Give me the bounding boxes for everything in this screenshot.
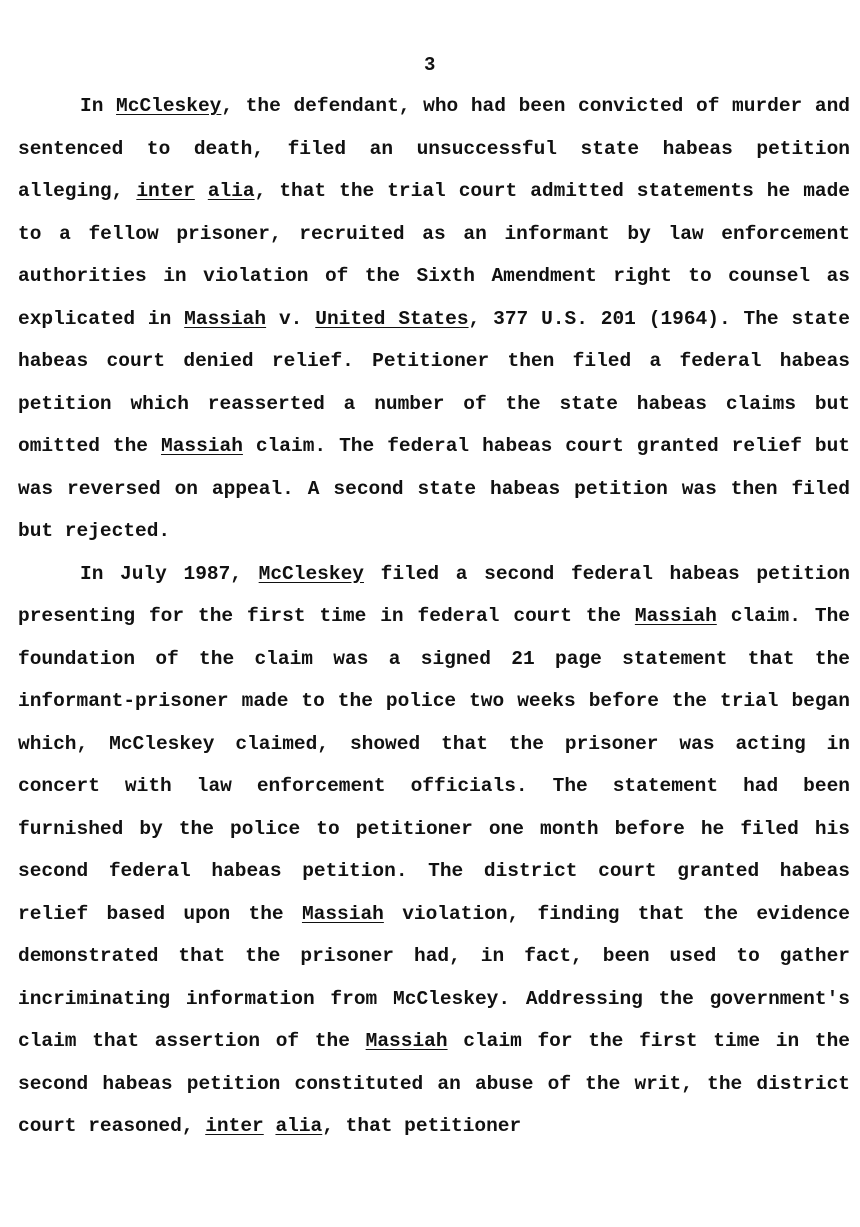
text-run: In xyxy=(80,95,117,117)
text-run: , that the trial court admitted statements he made to a fellow prisoner, recruited as an informant by law enforcement authorities in violation of the Sixth Amendment right to counsel as explicated in xyxy=(18,180,850,330)
latin-term-underlined: alia xyxy=(275,1115,323,1137)
case-name-underlined: United States xyxy=(315,307,469,330)
paragraph-second-federal-petition xyxy=(18,553,850,1148)
case-name-underlined: McCleskey xyxy=(258,562,364,585)
latin-term-underlined: inter xyxy=(205,1115,264,1137)
latin-term-underlined: alia xyxy=(207,180,255,202)
text-run: In July 1987, xyxy=(80,562,259,585)
case-name-underlined: Massiah xyxy=(634,605,717,627)
case-name-underlined: Massiah xyxy=(184,307,267,330)
case-name-underlined: Massiah xyxy=(365,1030,448,1052)
paragraph-mccleskey-background xyxy=(18,85,850,553)
text-run xyxy=(195,180,208,202)
text-run: claim for the first time in the second habeas petition constituted an abuse of the writ, the district court reasoned, xyxy=(18,1030,850,1137)
text-run xyxy=(264,1115,276,1137)
text-run: , that petitioner xyxy=(322,1115,522,1137)
case-name-underlined: Massiah xyxy=(161,435,243,457)
text-run: , the defendant, who had been convicted of murder and sentenced to death, filed an unsuccessful state habeas petition alleging, xyxy=(18,95,850,202)
document-body xyxy=(18,85,850,1148)
case-name-underlined: McCleskey xyxy=(116,95,222,117)
latin-term-underlined: inter xyxy=(136,180,195,202)
page-number: 3 xyxy=(424,54,436,76)
text-run: violation, finding that the evidence demonstrated that the prisoner had, in fact, been used to gather incriminating information from McCleskey. Addressing the government's claim that assertion of the xyxy=(18,902,850,1052)
text-run: v. xyxy=(266,307,316,330)
text-run: , 377 U.S. 201 (1964). The state habeas court denied relief. Petitioner then filed a federal habeas petition which reasserted a number of the state habeas claims but omitted the xyxy=(18,307,851,457)
case-name-underlined: Massiah xyxy=(301,902,384,925)
text-run: claim. The foundation of the claim was a signed 21 page statement that the informant-prisoner made to the police two weeks before the trial began which, McCleskey claimed, showed that the prisoner was acting in concert with law enforcement officials. The statement had been furnished by the police to petitioner one month before he filed his second federal habeas petition. The district court granted habeas relief based upon the xyxy=(18,605,850,925)
text-run: claim. The federal habeas court granted relief but was reversed on appeal. A second state habeas petition was then filed but rejected. xyxy=(18,435,850,542)
text-run: filed a second federal habeas petition presenting for the first time in federal court the xyxy=(18,562,851,627)
